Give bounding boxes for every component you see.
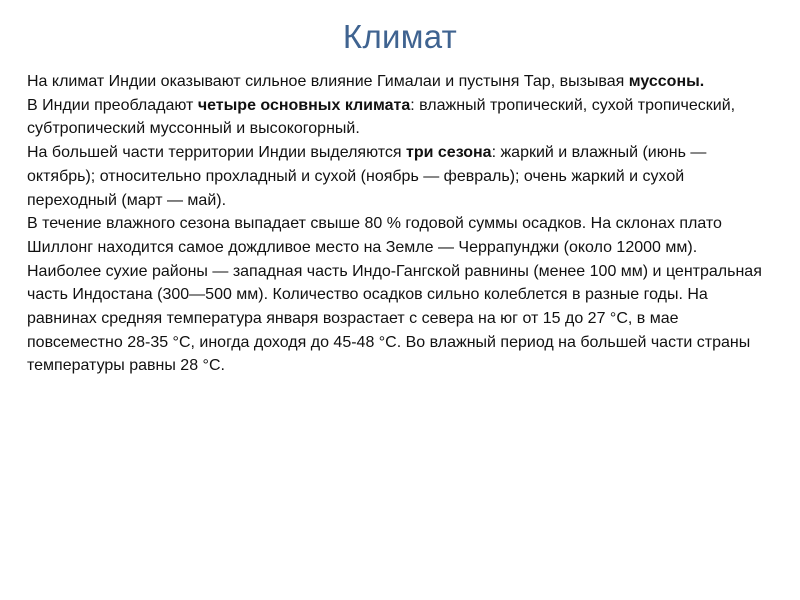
- paragraph-bold-term: четыре основных климата: [197, 96, 411, 114]
- paragraph-precipitation: [27, 212, 775, 378]
- paragraph-climates: [27, 94, 775, 141]
- paragraph-monsoons: [27, 70, 775, 94]
- slide-title: Климат: [342, 18, 458, 55]
- paragraph-text: В течение влажного сезона выпадает свыше 80 % годовой суммы осадков. На склонах плато Шиллонг находится самое дождливое место на Земле — Черрапунджи (около 12000 мм). Наиболее сухие районы — западная часть Индо-Гангской равнины (менее 100 мм) и центральная часть Индостана (300—500 мм). Количество осадков сильно колеблется в разные годы. На равнинах средняя температура января возрастает с севера на юг от 15 до 27 °C, в мае повсеместно 28-35 °C, иногда доходя до 45-48 °C. Во влажный период на большей части страны температуры равны 28 °C.: [27, 215, 762, 375]
- paragraph-seasons: [27, 141, 775, 212]
- paragraph-text: : жаркий и влажный (июнь — октябрь); относительно прохладный и сухой (ноябрь — февраль); очень жаркий и сухой переходный (март — май).: [27, 144, 707, 209]
- slide-body: [27, 70, 775, 378]
- paragraph-bold-term: муссоны.: [628, 73, 705, 90]
- paragraph-text: На большей части территории Индии выделяются: [27, 144, 406, 162]
- paragraph-text: На климат Индии оказывают сильное влияние Гималаи и пустыня Тар, вызывая: [27, 73, 629, 90]
- paragraph-bold-term: три сезона: [406, 144, 492, 162]
- paragraph-text: В Индии преобладают: [27, 96, 198, 114]
- paragraph-text: : влажный тропический, сухой тропический, субтропический муссонный и высокогорный.: [27, 96, 736, 138]
